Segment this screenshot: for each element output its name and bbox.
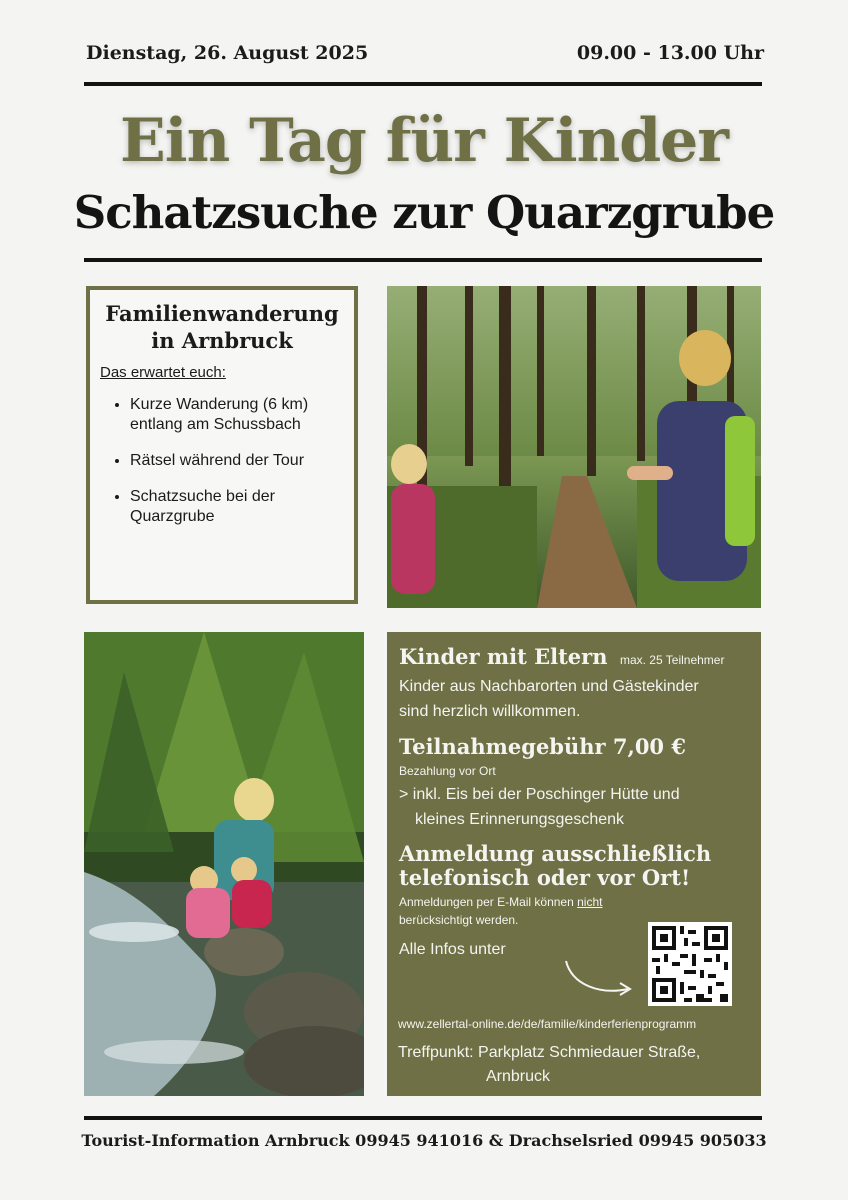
audience-text-line1: Kinder aus Nachbarorten und Gästekinder (399, 678, 699, 695)
list-item-line2: Quarzgrube (130, 508, 215, 525)
page-subtitle: Schatzsuche zur Quarzgrube (73, 186, 775, 239)
list-item (130, 395, 344, 435)
list-item-line2: entlang am Schussbach (130, 416, 301, 433)
fee-includes-line2: kleines Erinnerungsgeschenk (415, 811, 625, 828)
list-item-line1: Schatzsuche bei der (130, 488, 275, 505)
audience-title: Kinder mit Eltern (399, 644, 608, 669)
qr-code[interactable] (648, 922, 732, 1006)
fee-includes-line1: > inkl. Eis bei der Poschinger Hütte und (399, 786, 680, 803)
audience-text-line2: sind herzlich willkommen. (399, 703, 581, 720)
registration-note-line2: berücksichtigt werden. (399, 913, 519, 927)
list-item-line1: Rätsel während der Tour (130, 452, 305, 469)
fee-payment: Bezahlung vor Ort (399, 764, 496, 778)
hike-program-list (100, 395, 344, 527)
list-item (130, 487, 344, 527)
hike-heading-line1: Familienwanderung (105, 301, 339, 326)
footer-contact: Tourist-Information Arnbruck 09945 941016 & Drachselsried 09945 905033 (81, 1131, 767, 1150)
registration-title-line1: Anmeldung ausschließlich (399, 841, 712, 866)
hike-intro: Das erwartet euch: (100, 364, 226, 381)
hike-heading-line2: in Arnbruck (151, 328, 293, 353)
list-item (130, 451, 344, 471)
registration-note-emphasis: nicht (577, 895, 603, 909)
forest-trail-photo (387, 286, 761, 608)
event-date: Dienstag, 26. August 2025 (86, 42, 369, 64)
hike-heading (100, 300, 344, 354)
info-label: Alle Infos unter (399, 941, 506, 958)
event-time: 09.00 - 13.00 Uhr (576, 42, 764, 64)
page-title: Ein Tag für Kinder (120, 106, 728, 176)
meeting-point (398, 1041, 700, 1089)
footer-divider (84, 1116, 762, 1120)
registration-note: Anmeldungen per E-Mail können (399, 895, 578, 909)
top-divider (84, 82, 762, 86)
audience-limit: max. 25 Teilnehmer (619, 653, 725, 667)
arrow-icon (560, 955, 640, 1005)
hike-info-box (86, 286, 358, 604)
info-url[interactable]: www.zellertal-online.de/de/familie/kinderferienprogramm (398, 1017, 697, 1031)
list-item-line1: Kurze Wanderung (6 km) (130, 396, 309, 413)
fee-title: Teilnahmegebühr 7,00 € (399, 734, 686, 759)
meeting-point-line1: Treffpunkt: Parkplatz Schmiedauer Straße, (398, 1044, 701, 1061)
stream-photo (84, 632, 364, 1096)
title-divider (84, 258, 762, 262)
meeting-point-line2: Arnbruck (486, 1068, 551, 1085)
qr-code-icon (648, 922, 732, 1006)
registration-title-line2: telefonisch oder vor Ort! (399, 865, 691, 890)
